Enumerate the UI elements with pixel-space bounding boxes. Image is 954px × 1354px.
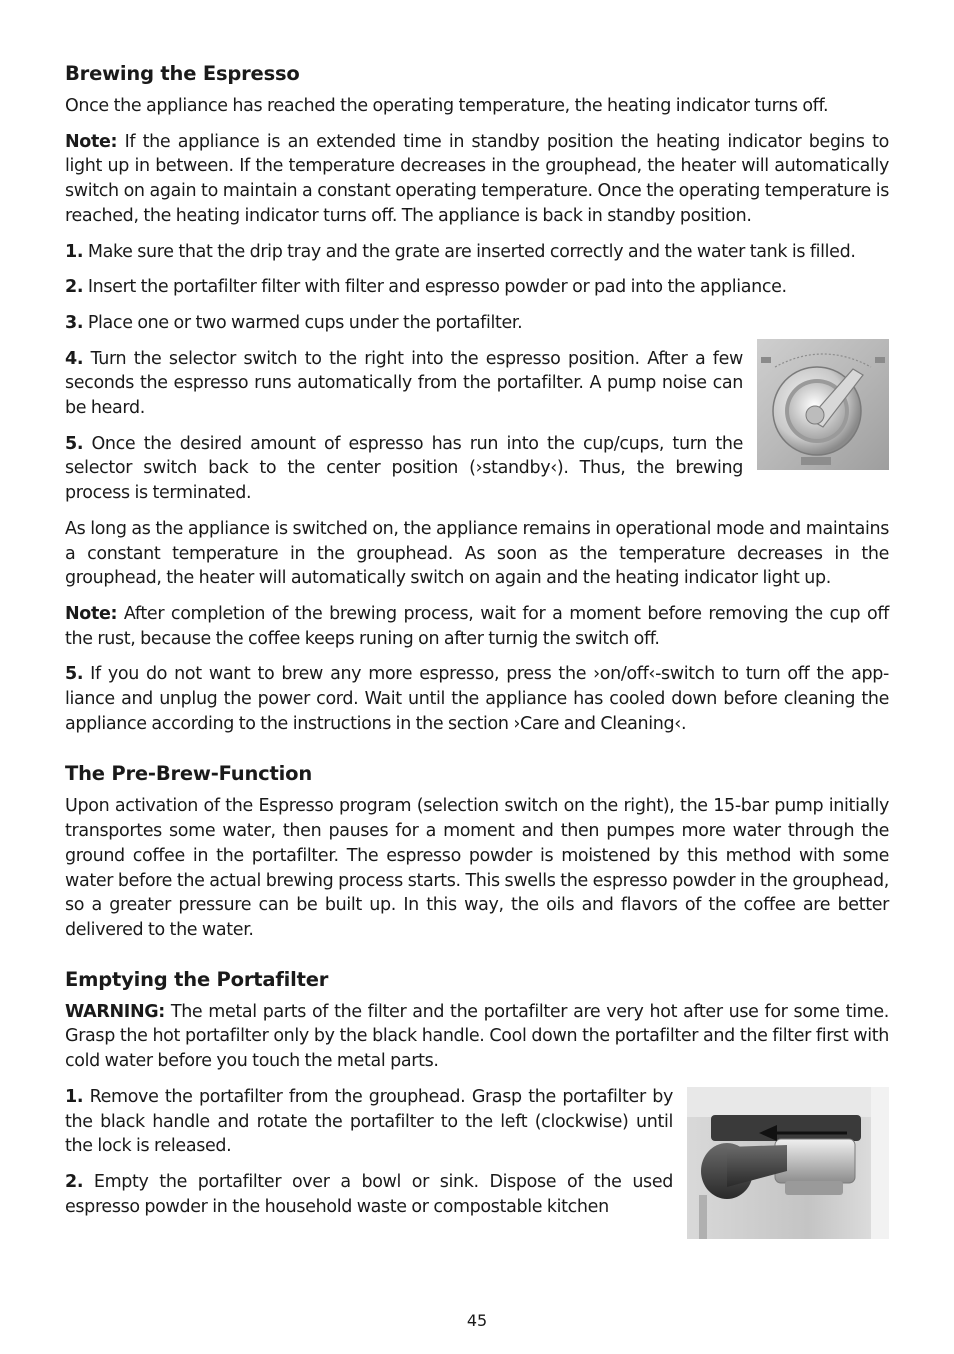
page-number: 45 <box>466 1311 488 1330</box>
step-number: 2. <box>65 277 84 298</box>
step-number: 1. <box>65 241 84 262</box>
portafilter-photo <box>687 1087 889 1239</box>
step-number: 5. <box>65 664 84 685</box>
step-text: Once the desired amount of espresso has run into the cup/cups, turn the selector switch back to the center position (›standby‹). Thus, the brewing process is terminated. <box>65 433 743 504</box>
selector-switch-photo <box>757 339 889 470</box>
warning-text: The metal parts of the filter and the portafilter are very hot after use for some time. Grasp the hot portafilter only by the black handle. Cool down the portafilter and the filter first with cold water before you touch the metal parts. <box>65 1001 889 1072</box>
operational-paragraph: As long as the appliance is switched on, the appliance remains in operational mode and maintains a constant temperature in the grouphead. As soon as the temperature decreases in the grouphead, the heater will automatically switch on again and the heating indicator light up. <box>65 518 889 589</box>
manual-page <box>65 60 889 1239</box>
brewing-step-1 <box>65 240 889 265</box>
step-number: 1. <box>65 1086 84 1107</box>
step-text: Remove the portafilter from the grouphead. Grasp the portafilter by the black handle and rotate the portafilter to the left (clockwise) until the lock is released. <box>65 1086 673 1157</box>
note-text: After completion of the brewing process, wait for a moment before removing the cup off the rust, because the coffee keeps runing on after turnig the switch off. <box>65 603 889 649</box>
brewing-step-3 <box>65 311 889 336</box>
step-text: Turn the selector switch to the right into the espresso position. After a few seconds the espresso runs automatically from the portafilter. A pump noise can be heard. <box>65 348 743 419</box>
note-label: Note: <box>65 131 118 152</box>
section-title-emptying: Emptying the Portafilter <box>65 967 329 991</box>
section-title-brewing: Brewing the Espresso <box>65 62 300 85</box>
step-number: 5. <box>65 433 84 454</box>
step-number: 4. <box>65 348 84 369</box>
warning-label: WARNING: <box>65 1001 165 1022</box>
note-label: Note: <box>65 603 118 624</box>
prebrew-paragraph: Upon activation of the Espresso program (selection switch on the right), the 15-bar pump initially transportes some water, then pauses for a moment and then pumpes more water through the ground coffee in the portafilter. The espresso powder is moistened by this method with some water before the actual brewing process starts. This swells the espresso powder in the grouphead, so a greater pressure can be built up. In this way, the oils and flavors of the coffee are better delivered to the water. <box>65 796 889 940</box>
step-number: 2. <box>65 1171 84 1192</box>
step-text: Make sure that the drip tray and the grate are inserted correctly and the water tank is filled. <box>83 241 856 262</box>
step-text: Place one or two warmed cups under the portafilter. <box>83 312 523 333</box>
brewing-note-2 <box>65 602 889 651</box>
note-text: If the appliance is an extended time in standby position the heating indicator begins to light up in between. If the temperature decreases in the grouphead, the heater will automatically switch on again to maintain a constant operating temperature. Once the operating temperature is reached, the heating indicator turns off. The appliance is back in standby position. <box>65 131 889 226</box>
step-number: 3. <box>65 312 84 333</box>
brewing-step-final <box>65 662 889 736</box>
step-text: If you do not want to brew any more espresso, press the ›on/off‹-switch to turn off the app-liance and unplug the power cord. Wait until the appliance has cooled down before cleaning the appliance according to the instructions in the section ›Care and Cleaning‹. <box>65 664 889 734</box>
section-title-prebrew: The Pre-Brew-Function <box>65 762 312 786</box>
step-text: Empty the portafilter over a bowl or sink. Dispose of the used espresso powder in the household waste or compostable kitchen <box>65 1171 673 1217</box>
brewing-note <box>65 130 889 229</box>
step-text: Insert the portafilter filter with filter and espresso powder or pad into the appliance. <box>83 277 787 298</box>
emptying-warning <box>65 1000 889 1074</box>
brewing-intro: Once the appliance has reached the operating temperature, the heating indicator turns off. <box>65 96 829 116</box>
brewing-step-2 <box>65 275 889 300</box>
